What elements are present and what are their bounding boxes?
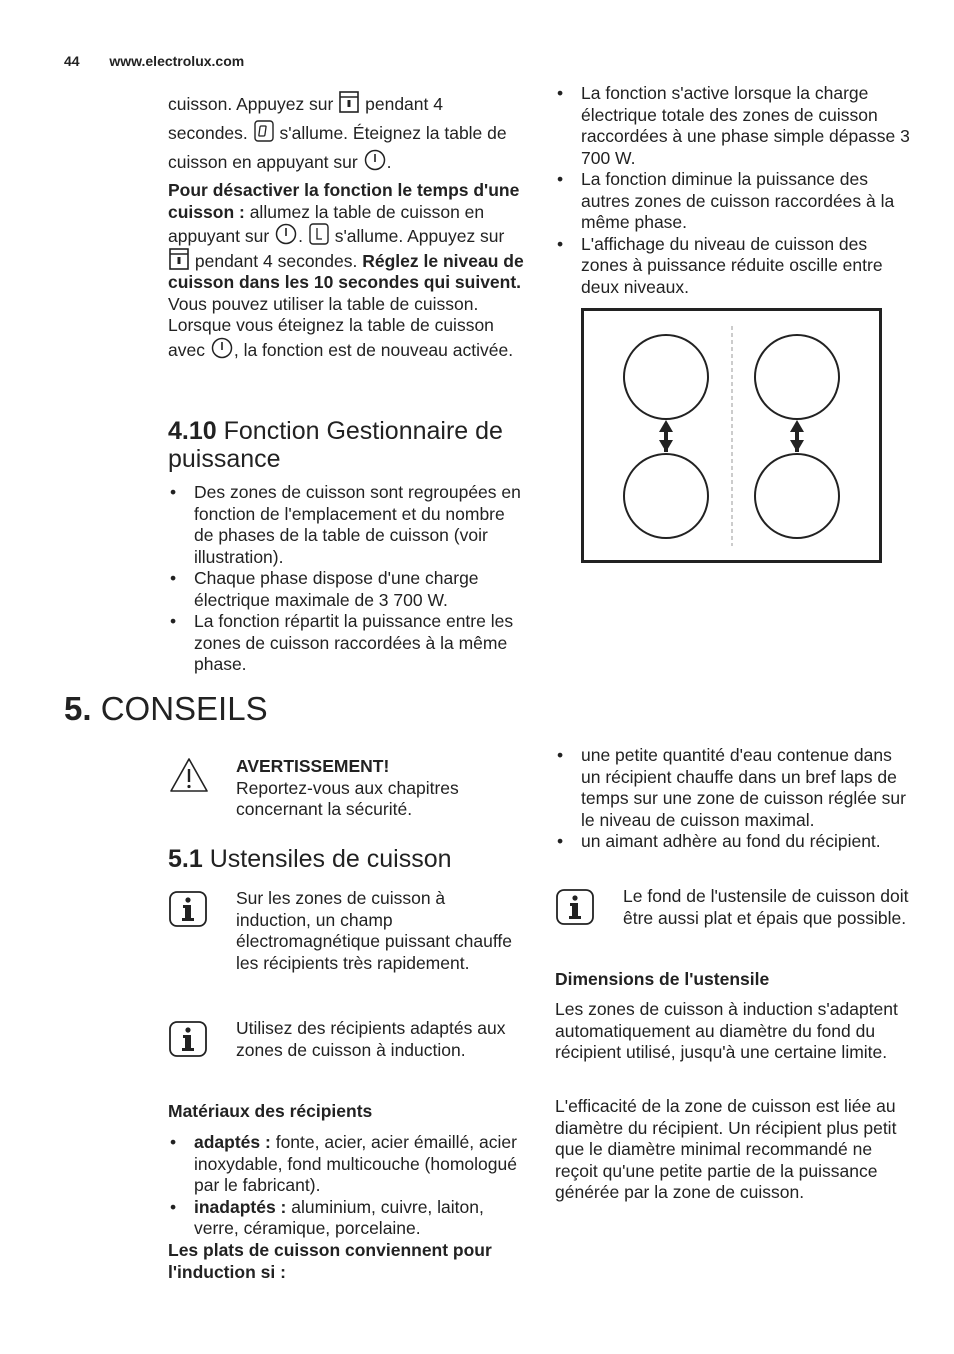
list-item: • L'affichage du niveau de cuisson des zones à puissance réduite oscille entre deux niveaux. [555, 234, 910, 299]
dimensions-paragraph: Les zones de cuisson à induction s'adaptent automatiquement au diamètre du fond du récipient utilisé, jusqu'à une certaine limite. [555, 999, 898, 1062]
section-410-heading: 4.10 Fonction Gestionnaire de puissance [168, 417, 503, 473]
info-icon [168, 1020, 208, 1058]
page-header [64, 51, 244, 73]
info-note [555, 886, 910, 932]
lock-icon [169, 248, 189, 270]
col1-top-text [168, 90, 524, 361]
page-number: 44 [64, 53, 80, 69]
materials-list [168, 1132, 524, 1240]
power-icon [211, 337, 233, 359]
cooking-zone [755, 335, 839, 419]
col2-top-bullets [555, 83, 910, 298]
dimensions-heading: Dimensions de l'ustensile [555, 969, 770, 989]
dimensions-paragraph: L'efficacité de la zone de cuisson est liée au diamètre du récipient. Un récipient plus petit que le diamètre minimal recommandé ne reçoit qu'une petite partie de la puissance générée par la zone de cuisson. [555, 1096, 897, 1202]
info-text: Utilisez des récipients adaptés aux zones de cuisson à induction. [236, 1018, 506, 1060]
list-item: • La fonction s'active lorsque la charge électrique totale des zones de cuisson raccordées à une phase simple dépasse 3 700 W. [555, 83, 910, 169]
section-410-bullets [168, 482, 524, 676]
list-item: • inadaptés : aluminium, cuivre, laiton, verre, céramique, porcelaine. [168, 1197, 524, 1240]
list-item: • un aimant adhère au fond du récipient. [555, 831, 915, 853]
info-text: Le fond de l'ustensile de cuisson doit être aussi plat et épais que possible. [623, 886, 909, 928]
warning-triangle-icon [168, 756, 210, 794]
list-item: • La fonction diminue la puissance des autres zones de cuisson raccordées à la même phase. [555, 169, 910, 234]
paragraph-disable-function: Pour désactiver la fonction le temps d'une cuisson : allumez la table de cuisson en appuyant sur . s'allume. Appuyez sur pendant 4 secondes. Réglez le niveau de cuisson dans les 10 secondes qui suivent. Vous pouvez utiliser la table de cuisson. Lorsque vous éteignez la table de cuisson avec , la fonction est de nouveau activée. [168, 180, 524, 360]
list-item: • adaptés : fonte, acier, acier émaillé, acier inoxydable, fond multicouche (homologué par le fabricant). [168, 1132, 524, 1197]
section-51-heading: 5.1 Ustensiles de cuisson [168, 845, 452, 873]
display-zero-icon [254, 120, 274, 142]
hob-phase-diagram [581, 308, 883, 564]
cooking-zone [624, 335, 708, 419]
list-item: • Des zones de cuisson sont regroupées en fonction de l'emplacement et du nombre de phases de la table de cuisson (voir illustration). [168, 482, 524, 568]
cooking-zone [624, 454, 708, 538]
list-item: • Chaque phase dispose d'une charge électrique maximale de 3 700 W. [168, 568, 524, 611]
info-note [168, 888, 524, 974]
power-icon [364, 149, 386, 171]
info-text: Sur les zones de cuisson à induction, un champ électromagnétique puissant chauffe les récipients très rapidement. [236, 888, 512, 973]
list-item: • La fonction répartit la puissance entre les zones de cuisson raccordées à la même phase. [168, 611, 524, 676]
info-icon [555, 888, 595, 926]
chapter-heading: 5. CONSEILS [64, 690, 268, 727]
induction-condition-heading: Les plats de cuisson conviennent pour l'induction si : [168, 1240, 492, 1282]
paragraph-lock-instructions: cuisson. Appuyez sur pendant 4 secondes. s'allume. Éteignez la table de cuisson en appuyant sur . [168, 90, 524, 177]
website-link[interactable]: www.electrolux.com [109, 53, 245, 69]
info-note [168, 1018, 524, 1064]
warning-note [168, 756, 524, 821]
display-l-icon [309, 223, 329, 245]
info-icon [168, 890, 208, 928]
materials-heading: Matériaux des récipients [168, 1101, 373, 1121]
warning-text: Reportez-vous aux chapitres concernant la sécurité. [236, 777, 459, 819]
list-item: • une petite quantité d'eau contenue dans un récipient chauffe dans un bref laps de temps sur une zone de cuisson réglée sur le niveau de cuisson maximal. [555, 745, 915, 831]
power-icon [275, 223, 297, 245]
cooking-zone [755, 454, 839, 538]
lock-icon [339, 91, 359, 113]
col2-bottom-bullets [555, 745, 915, 853]
warning-title: AVERTISSEMENT! [236, 756, 390, 776]
